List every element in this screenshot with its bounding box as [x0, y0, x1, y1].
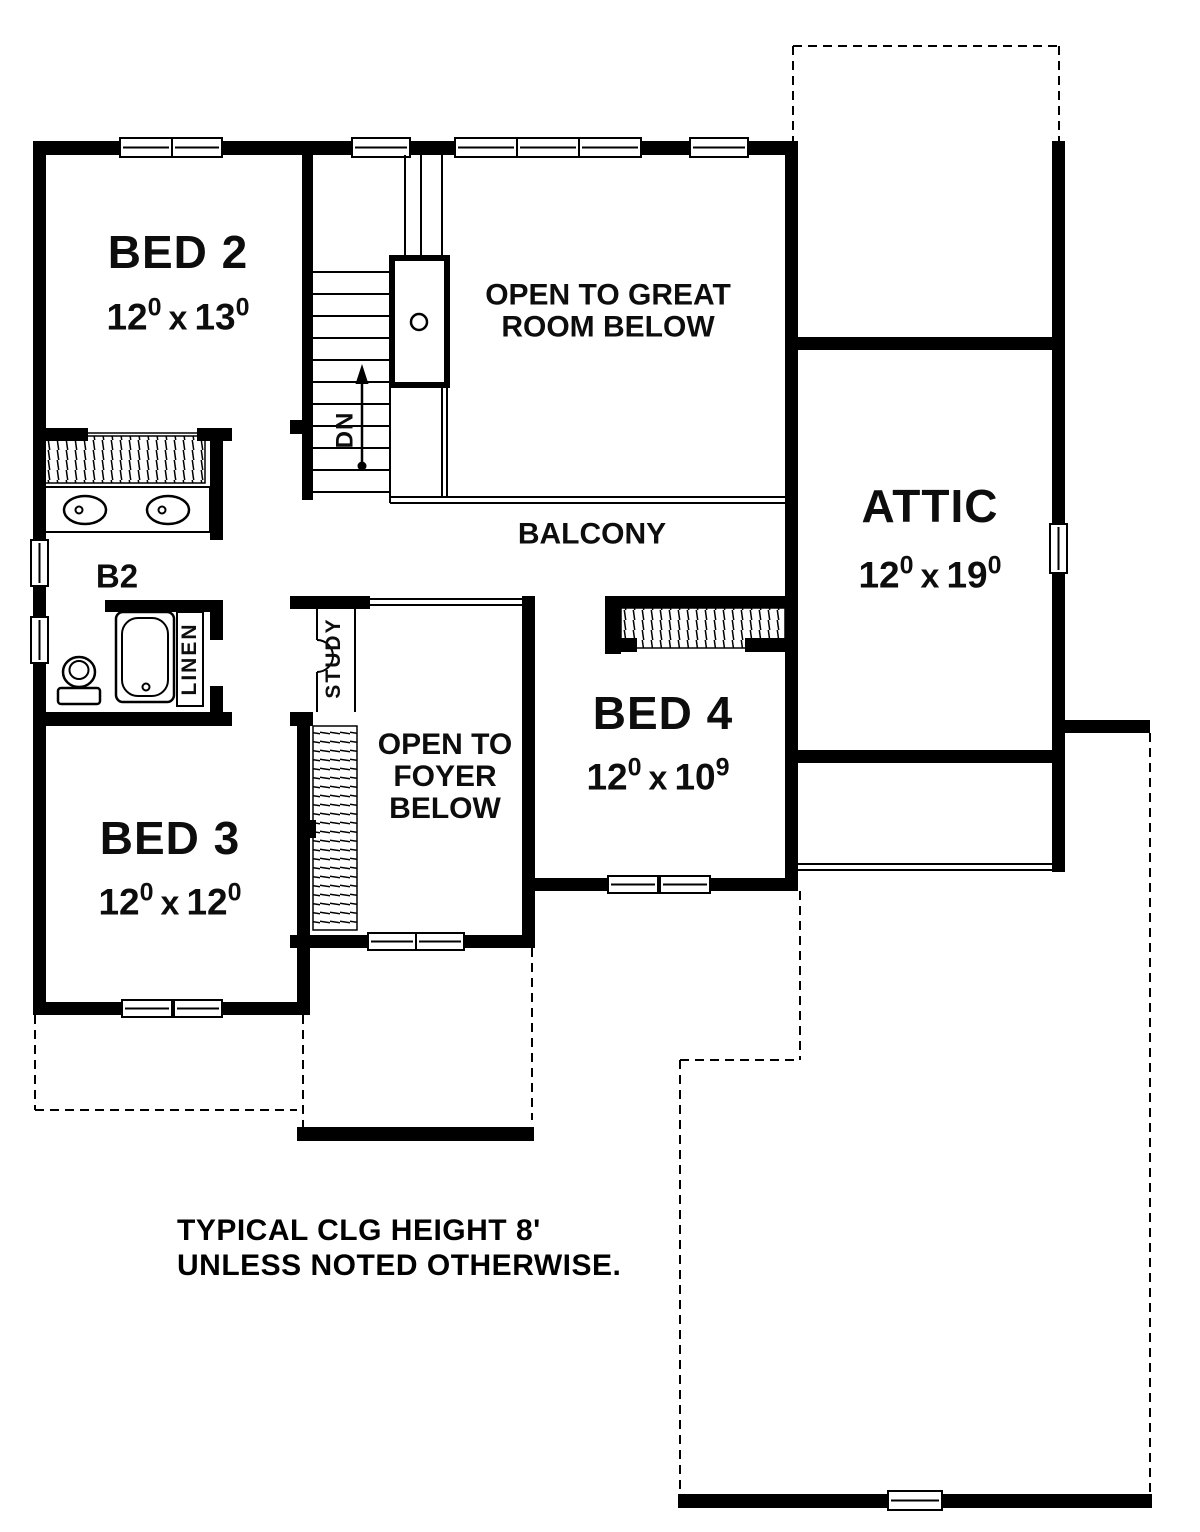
bed4-closet-hatch [621, 608, 785, 648]
toilet-icon [58, 657, 100, 704]
balcony-label: BALCONY [517, 517, 667, 551]
window [31, 540, 48, 586]
window [517, 138, 579, 157]
linen-label: LINEN [177, 622, 201, 696]
window [174, 1000, 222, 1017]
bed3-label: BED 3 [99, 811, 241, 864]
window [31, 617, 48, 663]
stairs-dn-label: DN [331, 411, 359, 449]
attic-dimensions [858, 551, 1002, 596]
fireplace-chase [392, 258, 447, 385]
open-to-great-room-label [485, 280, 731, 343]
bath2-label: B2 [95, 557, 139, 595]
window [368, 933, 416, 950]
vanity [45, 487, 210, 532]
dim-value: 12 [98, 881, 140, 923]
dim-sup: 9 [715, 753, 730, 782]
bed2-label: BED 2 [107, 225, 249, 278]
window [690, 138, 748, 157]
bed2-dimensions [106, 293, 250, 338]
window [455, 138, 517, 157]
note-line: TYPICAL CLG HEIGHT 8' [177, 1214, 541, 1247]
note-line: UNLESS NOTED OTHERWISE. [177, 1249, 622, 1282]
bed3-dimensions [98, 878, 242, 923]
window [608, 876, 658, 893]
dim-sup: 0 [227, 878, 242, 907]
dim-value: 12 [586, 756, 628, 798]
label-line: ROOM BELOW [501, 310, 715, 343]
open-to-foyer-label [378, 729, 512, 825]
arrow-head-icon [356, 364, 369, 384]
dim-sep: x [648, 759, 668, 798]
dim-value: 10 [674, 756, 716, 798]
bed3-closet-hatch [313, 726, 357, 930]
dim-sup: 0 [139, 878, 154, 907]
bed4-label: BED 4 [592, 686, 734, 739]
study-label: STUDY [321, 617, 345, 699]
dim-sup: 0 [147, 293, 162, 322]
flue-icon [411, 314, 427, 330]
dim-sup: 0 [899, 551, 914, 580]
dim-sep: x [920, 557, 940, 596]
window [660, 876, 710, 893]
ceiling-height-note [177, 1213, 621, 1283]
window [416, 933, 464, 950]
window [122, 1000, 172, 1017]
dim-value: 12 [106, 296, 148, 338]
dim-sep: x [160, 884, 180, 923]
label-line: FOYER [393, 760, 497, 793]
dim-value: 12 [858, 554, 900, 596]
attic-label: ATTIC [861, 479, 999, 532]
window [579, 138, 641, 157]
dim-sep: x [168, 299, 188, 338]
dim-value: 12 [186, 881, 228, 923]
dim-sup: 0 [235, 293, 250, 322]
dim-sup: 0 [987, 551, 1002, 580]
dim-value: 19 [946, 554, 988, 596]
label-line: BELOW [389, 792, 501, 825]
window [888, 1491, 942, 1510]
bed4-dimensions [586, 753, 730, 798]
label-line: OPEN TO GREAT [485, 278, 731, 312]
dim-value: 13 [194, 296, 236, 338]
sink-icon [147, 496, 189, 524]
window [120, 138, 172, 157]
label-line: OPEN TO [377, 728, 513, 761]
window [352, 138, 410, 157]
window [172, 138, 222, 157]
dim-sup: 0 [627, 753, 642, 782]
sink-icon [64, 496, 106, 524]
window [1050, 524, 1067, 573]
bathtub-icon [116, 612, 174, 702]
bed2-closet-hatch [45, 436, 205, 483]
